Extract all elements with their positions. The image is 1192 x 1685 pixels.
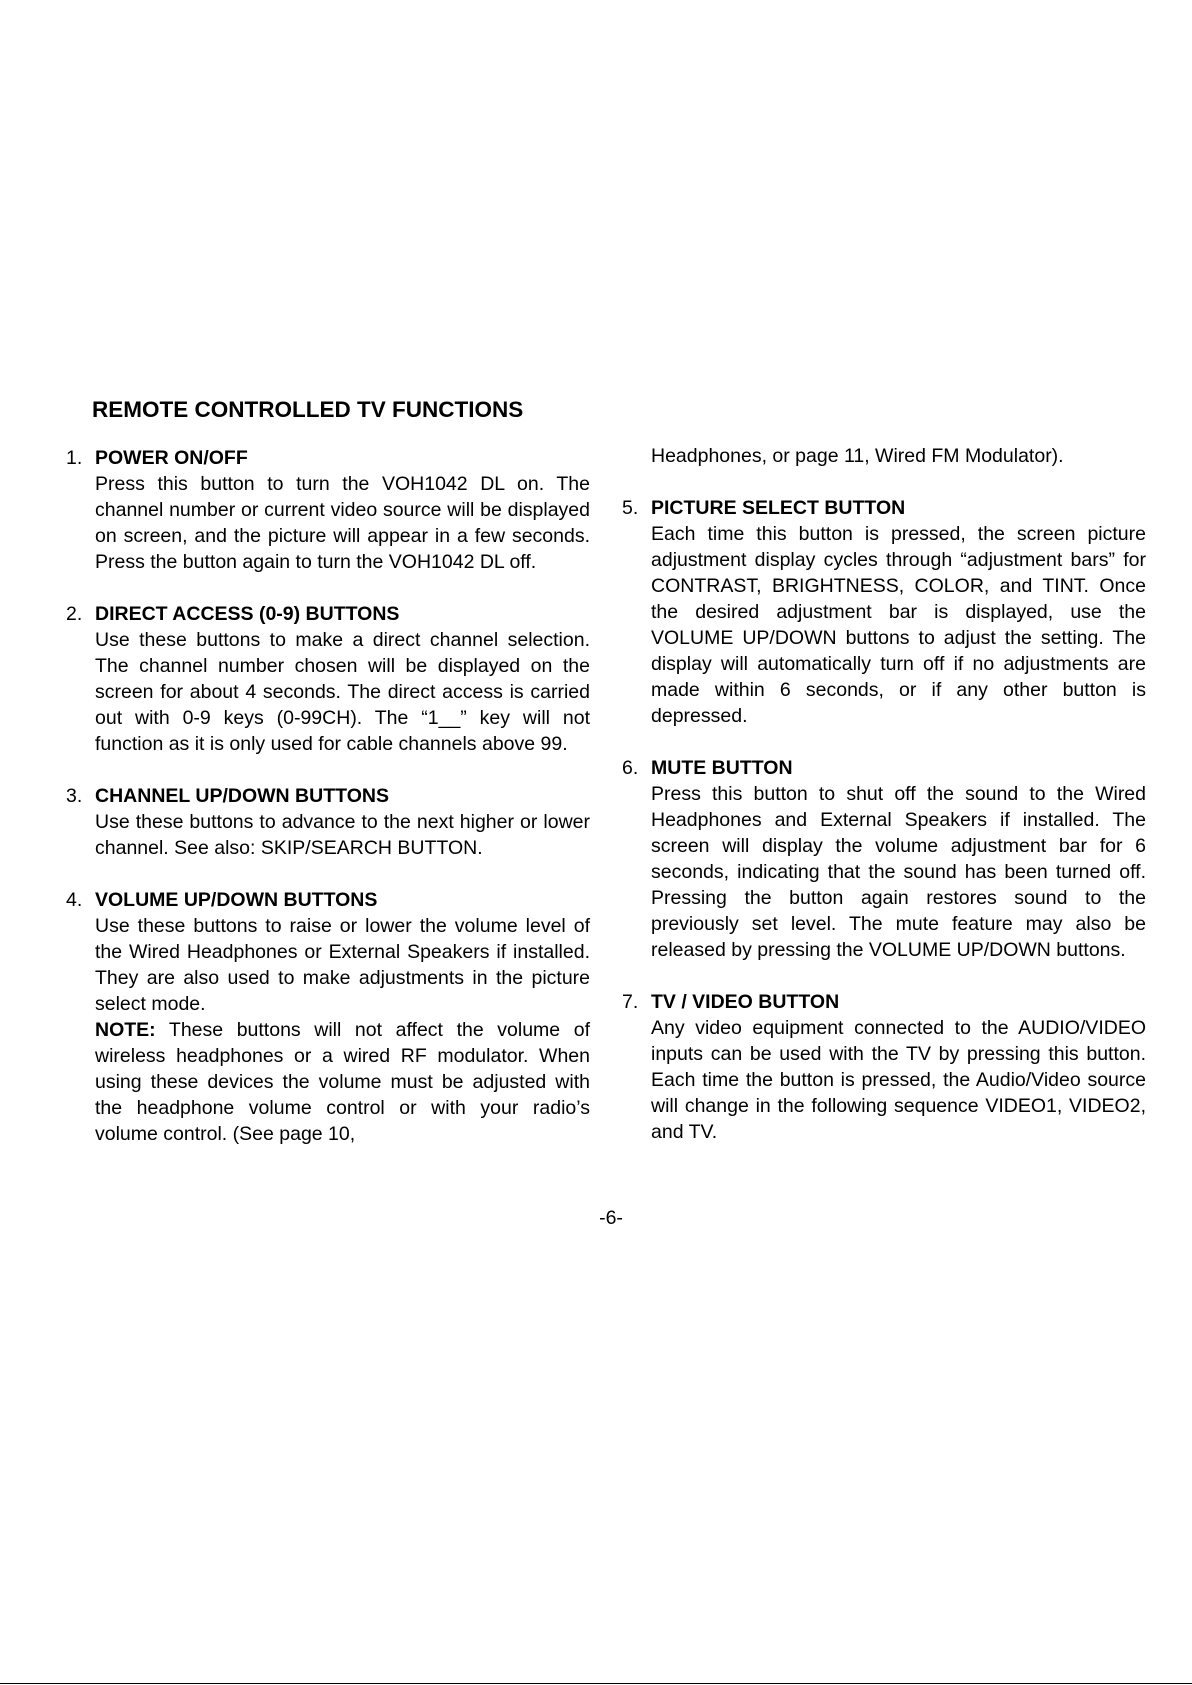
section-number: 6. <box>622 757 639 779</box>
left-column <box>66 445 590 1173</box>
section-number: 1. <box>66 447 83 469</box>
continued-text: Headphones, or page 11, Wired FM Modulator). <box>651 445 1064 467</box>
section-heading: VOLUME UP/DOWN BUTTONS <box>95 889 378 911</box>
section-body: Press this button to shut off the sound to the Wired Headphones and External Speakers if installed. The screen will display the volume adjustment bar for 6 seconds, indicating that the sound has been turned off. Pressing the button again restores sound to the previously set level. The mute feature may also be released by pressing the VOLUME UP/DOWN buttons. <box>651 783 1146 961</box>
section-tv-video <box>622 989 1146 1145</box>
section-heading: CHANNEL UP/DOWN BUTTONS <box>95 785 389 807</box>
bottom-rule <box>0 1683 1192 1684</box>
section-number: 2. <box>66 603 83 625</box>
section-number: 3. <box>66 785 83 807</box>
note-label: NOTE: <box>95 1019 156 1041</box>
section-mute <box>622 755 1146 963</box>
section-heading: MUTE BUTTON <box>651 757 793 779</box>
section-body: Use these buttons to raise or lower the volume level of the Wired Headphones or External Speakers if installed. They are also used to make adjustments in the picture select mode. <box>95 915 590 1015</box>
section-heading: TV / VIDEO BUTTON <box>651 991 840 1013</box>
section-number: 5. <box>622 497 639 519</box>
right-column <box>622 443 1146 1171</box>
section-picture-select <box>622 495 1146 729</box>
section-number: 7. <box>622 991 639 1013</box>
section-body: Each time this button is pressed, the screen picture adjustment display cycles through “adjustment bars” for CONTRAST, BRIGHTNESS, COLOR, and TINT. Once the desired adjustment bar is displayed, use the VOLUME UP/DOWN buttons to adjust the setting. The display will automatically turn off if no adjustments are made within 6 seconds, or if any other button is depressed. <box>651 523 1146 727</box>
page-title: REMOTE CONTROLLED TV FUNCTIONS <box>92 397 524 422</box>
section-body: Use these buttons to make a direct channel selection. The channel number chosen will be displayed on the screen for about 4 seconds. The direct access is carried out with 0-9 keys (0-99CH). The “1__” key will not function as it is only used for cable channels above 99. <box>95 629 590 755</box>
note-paragraph <box>95 1017 590 1147</box>
section-channel <box>66 783 590 861</box>
section-heading: POWER ON/OFF <box>95 447 248 469</box>
section-body: Press this button to turn the VOH1042 DL on. The channel number or current video source will be displayed on screen, and the picture will appear in a few seconds. Press the button again to turn the VOH1042 DL off. <box>95 473 590 573</box>
section-volume <box>66 887 590 1147</box>
section-power <box>66 445 590 575</box>
section-body: Use these buttons to advance to the next higher or lower channel. See also: SKIP/SEARCH BUTTON. <box>95 811 590 859</box>
page-number: -6- <box>599 1207 623 1229</box>
section-heading: PICTURE SELECT BUTTON <box>651 497 906 519</box>
note-text: These buttons will not affect the volume of wireless headphones or a wired RF modulator. When using these devices the volume must be adjusted with the headphone volume control or with your radio’s volume control. (See page 10, <box>95 1019 590 1145</box>
section-direct-access <box>66 601 590 757</box>
section-heading: DIRECT ACCESS (0-9) BUTTONS <box>95 603 400 625</box>
section-number: 4. <box>66 889 83 911</box>
section-body: Any video equipment connected to the AUDIO/VIDEO inputs can be used with the TV by pressing this button. Each time the button is pressed, the Audio/Video source will change in the following sequence VIDEO1, VIDEO2, and TV. <box>651 1017 1146 1143</box>
